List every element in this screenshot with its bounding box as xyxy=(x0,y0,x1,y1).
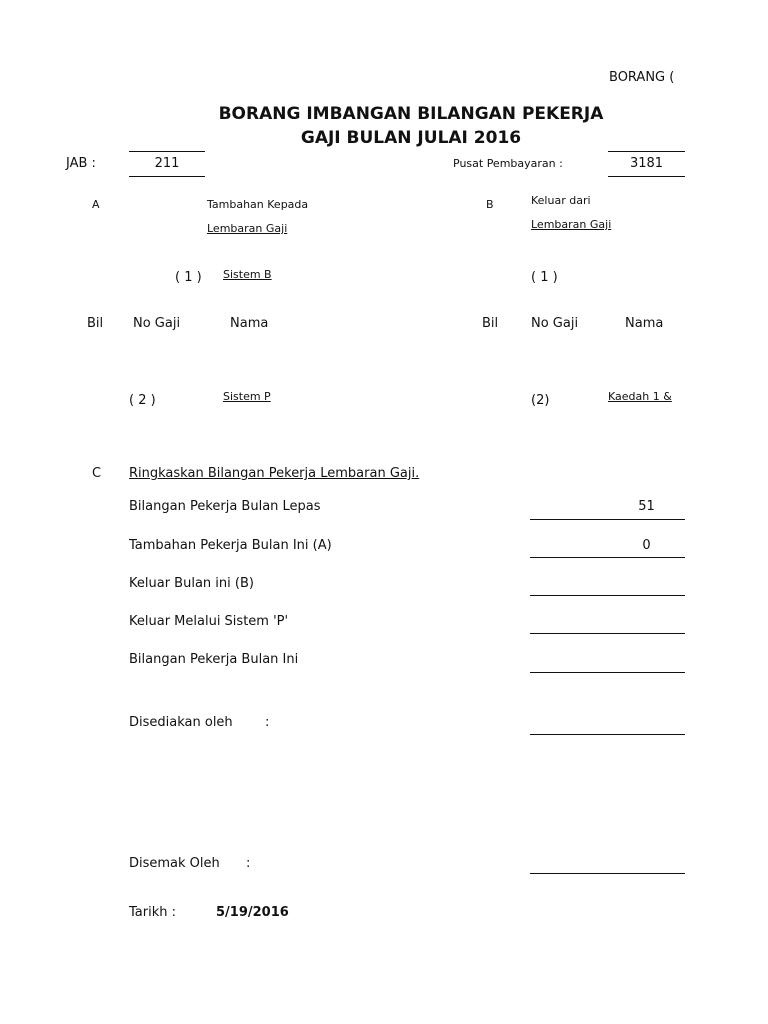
pusat-label: Pusat Pembayaran : xyxy=(453,157,563,170)
jab-top-rule xyxy=(129,151,205,152)
pusat-value: 3181 xyxy=(629,156,664,171)
summary-row-value: 0 xyxy=(642,538,651,553)
section-a-item2-label: Sistem P xyxy=(223,390,271,403)
section-a-col-bil: Bil xyxy=(87,316,104,331)
section-a-heading: Tambahan Kepada xyxy=(207,198,309,211)
section-a-col-nama: Nama xyxy=(230,316,269,331)
form-code: BORANG ( xyxy=(609,70,675,85)
prepared-by-label: Disediakan oleh xyxy=(129,715,233,730)
date-value: 5/19/2016 xyxy=(216,905,289,920)
checked-by-signature-line xyxy=(530,873,685,874)
pusat-top-rule xyxy=(608,151,685,152)
summary-row-rule xyxy=(530,519,685,520)
section-b-col-bil: Bil xyxy=(482,316,499,331)
summary-row-rule xyxy=(530,557,685,558)
jab-value: 211 xyxy=(154,156,180,171)
section-a-item2-number: ( 2 ) xyxy=(129,393,156,408)
checked-by-label: Disemak Oleh xyxy=(129,856,220,871)
summary-row-label: Bilangan Pekerja Bulan Ini xyxy=(129,652,299,667)
section-b-item2-label: Kaedah 1 & xyxy=(608,390,672,403)
section-b-subheading: Lembaran Gaji xyxy=(531,218,612,231)
section-b-letter: B xyxy=(486,198,494,211)
jab-bottom-rule xyxy=(129,176,205,177)
section-c-letter: C xyxy=(92,466,102,481)
section-b-item1-number: ( 1 ) xyxy=(531,270,558,285)
summary-row-label: Tambahan Pekerja Bulan Ini (A) xyxy=(129,538,332,553)
prepared-by-colon: : xyxy=(265,715,270,730)
jab-label: JAB : xyxy=(66,156,96,171)
section-a-col-no-gaji: No Gaji xyxy=(133,316,181,331)
section-a-letter: A xyxy=(92,198,100,211)
summary-row-rule xyxy=(530,595,685,596)
checked-by-colon: : xyxy=(246,856,251,871)
section-b-heading: Keluar dari xyxy=(531,194,591,207)
summary-row-label: Keluar Bulan ini (B) xyxy=(129,576,254,591)
date-label: Tarikh : xyxy=(129,905,176,920)
section-b-col-nama: Nama xyxy=(625,316,664,331)
section-b-col-no-gaji: No Gaji xyxy=(531,316,579,331)
prepared-by-signature-line xyxy=(530,734,685,735)
section-b-item2-number: (2) xyxy=(531,393,550,408)
form-title-line2: GAJI BULAN JULAI 2016 xyxy=(300,128,522,148)
section-a-item1-number: ( 1 ) xyxy=(175,270,202,285)
pusat-bottom-rule xyxy=(608,176,685,177)
summary-row-rule xyxy=(530,672,685,673)
summary-row-label: Bilangan Pekerja Bulan Lepas xyxy=(129,499,321,514)
summary-row-value: 51 xyxy=(638,499,655,514)
section-a-item1-label: Sistem B xyxy=(223,268,272,281)
form-title-line1: BORANG IMBANGAN BILANGAN PEKERJA xyxy=(218,104,604,124)
summary-row-rule xyxy=(530,633,685,634)
section-c-heading: Ringkaskan Bilangan Pekerja Lembaran Gaji. xyxy=(129,466,420,481)
section-a-subheading: Lembaran Gaji xyxy=(207,222,288,235)
summary-row-label: Keluar Melalui Sistem 'P' xyxy=(129,614,289,629)
